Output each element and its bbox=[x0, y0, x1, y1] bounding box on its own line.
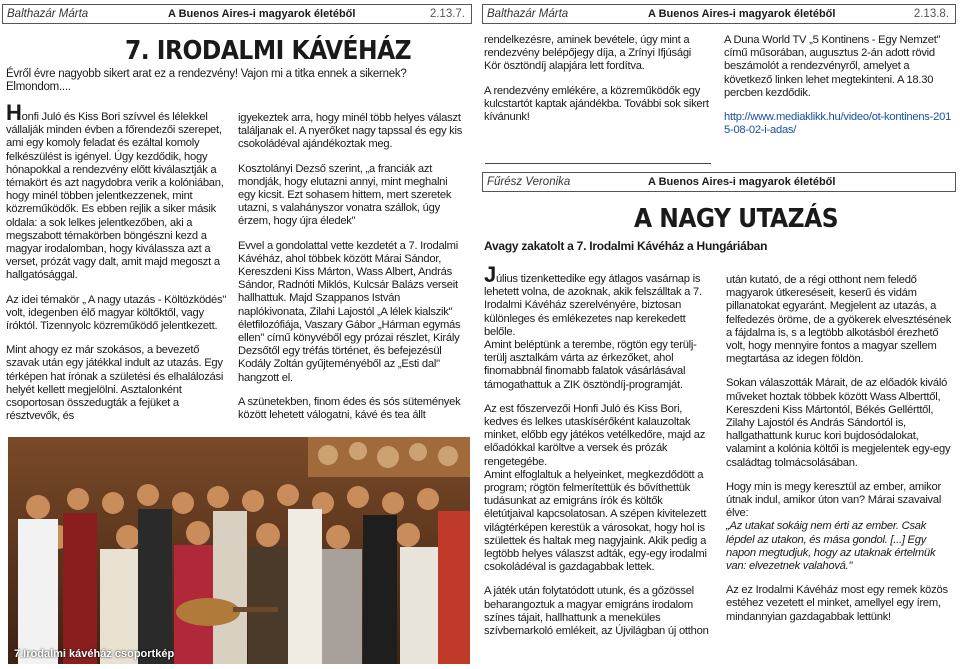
paragraph: A Duna World TV „5 Kontinens - Egy Nemzet" című műsorában, augusztus 2-án adott rövid beszámolót a rendezvényről, amelyet a következő linken lehet megtekinteni. A 18.30 percben kezdődik. bbox=[724, 34, 941, 99]
group-photo-image bbox=[8, 437, 470, 664]
right-page-article bbox=[482, 0, 960, 669]
paragraph: Amint elfoglaltuk a helyeinket, megkezdődött a program; rögtön felmerítettük és bővíthettük tudásunkat az emigráns írók és költők életútjaival kapcsolatosan. A szépen kivitelezett világtérképen kerestük a városokat, hogy hol is születtek és haltak meg nagyjaink. Akik pedig a legtöbb helyes válaszst adták, egy-egy irodalmi csokoládéval is gazdagabbak lettek. bbox=[484, 468, 707, 574]
left-column-2 bbox=[238, 112, 466, 433]
video-link[interactable]: http://www.mediaklikk.hu/video/ot-kontinens-2015-08-02-i-adas/ bbox=[724, 111, 952, 137]
header-author: Balthazár Márta bbox=[7, 8, 89, 20]
paragraph: után kutató, de a régi otthont nem feledő magyarok útkereséseit, keserű és vidám pillanatokat egyaránt. Megjelent az utazás, a felfedezés öröme, de a gyökerek elvesztésének a fájdalma is, s a legtöbb alkotásból érezhető volt, hogy mennyire fontos a magyar szellem megtartása az idegen földön. bbox=[726, 274, 952, 366]
paragraph: Az ez Irodalmi Kávéház most egy remek közös estéhez vezetett el minket, amellyel egy írem, mindannyian gazdagabbak lettünk! bbox=[726, 584, 948, 623]
paragraph: A szünetekben, finom édes és sós sütemények között lehetett válogatni, kávé és tea állt bbox=[238, 395, 461, 422]
paragraph: igyekeztek arra, hogy minél több helyes választ találjanak el. A nyerőket nagy tapssal és egy kis csokoládéval ajándékoztak meg. bbox=[238, 112, 463, 151]
paragraph: Amint beléptünk a terembe, rögtön egy terülj-terülj asztalkám várta az érkezőket, ahol finomabbnál finomabb falatok vásárlásával támogathattuk a ZIK ösztöndíj-programját. bbox=[484, 339, 697, 391]
paragraph: rendelkezésre, aminek bevétele, úgy mint a rendezvény belépőjegy díja, a Zrínyi Ifjúsági Kör ösztöndíj alapjára lett fordítva. bbox=[484, 34, 692, 73]
article-lead: Évről évre nagyobb sikert arat ez a rendezvény! Vajon mi a titka ennek a sikernek? Elmondom.... bbox=[6, 68, 407, 94]
header-title: A Buenos Aires-i magyarok életéből bbox=[168, 8, 356, 20]
paragraph: Mint ahogy ez már szokásos, a bevezető szavak után egy játékkal indult az utazás. Egy térképen hat írónak a születési és elhalálozási helyét kellett megjelölni. Asztalonként csoportosan összedugták a fejüket a résztvevők, és bbox=[6, 344, 224, 423]
paragraph: A rendezvény emlékére, a közreműködők egy kulcstartót kaptak ajándékba. További sok sikert kívánunk! bbox=[484, 84, 709, 124]
paragraph: Sokan válaszották Márait, de az előadók kiváló műveket hoztak többek között Wass Alberttől, Kereszdeni Kiss Mártontól, Békés Gellérttől, Zilahy Lajostól és András Sándortól is, hallgathattunk kuruc kori bujdosódalokat, valamint a kolónia költői is megjelentek egy-egy családtag tolmácsolásában. bbox=[726, 377, 951, 469]
article-author: Fűrész Veronika bbox=[487, 176, 571, 188]
article-title: 7. IRODALMI KÁVÉHÁZ bbox=[125, 36, 412, 66]
header-page-number: 2.13.8. bbox=[913, 8, 949, 20]
article-header-title: A Buenos Aires-i magyarok életéből bbox=[648, 176, 836, 188]
right-column-2 bbox=[726, 274, 954, 635]
drop-cap: H bbox=[6, 100, 22, 125]
paragraph: Evvel a gondolattal vette kezdetét a 7. Irodalmi Kávéház, ahol többek között Márai Sándor, Kereszdeni Kiss Márton, Wass Albert, András Sándor, Radnóti Miklós, Kulcsár Balázs verseit hallhattuk. Majd Szappanos István naplókivonata, Zilahi Lajostól „A lélek kialszik" életfilozófiája, Vaszary Gábor „Hárman egymás ellen" című könyvéből egy prózai részlet, Király Dezsőtől egy tréfás történet, és befejezésül Kodály Zoltán gyűjteményéből az „Esti dal" hangzott el. bbox=[238, 239, 461, 384]
paragraph: A játék után folytatódott utunk, és a gőzössel beharangoztuk a magyar emigráns irodalom színes tájait, hallhattunk a meneküles szívbemarkoló emlékeit, az Újvilágban új otthon bbox=[484, 585, 709, 638]
marai-quote: „Az utakat sokáig nem érti az ember. Csak lépdel az utakon, és mása gondol. [...] Egy napon megtudjuk, hogy az utaknak értelmük van: elvezetnek valahová." bbox=[726, 520, 936, 573]
group-photo bbox=[8, 437, 470, 664]
article-subtitle: Avagy zakatolt a 7. Irodalmi Kávéház a Hungáriában bbox=[484, 239, 768, 253]
photo-caption: 7.Irodalmi kávéház csoportkép bbox=[14, 648, 175, 660]
paragraph: úlius tizenkettedike egy átlagos vasárnap is lehetett volna, de azoknak, akik felszálltak a 7. Irodalmi Kávéház szerelvényére, biztosan különleges és emlékezetes nap kerekedett belőle. bbox=[484, 273, 702, 338]
paragraph: Kosztolányi Dezső szerint, „a franciák azt mondják, hogy elutazni annyi, mint meghalni egy kicsit. Ezt sohasem hittem, mert szeretek utazni, s valahányszor vonatra szállok, úgy érzem, hogy újra éledek" bbox=[238, 162, 452, 228]
paragraph: Az est főszervezői Honfi Juló és Kiss Bori, kedves és lelkes utaskísérőként kalauzoltak minket, előbb egy játékos vetélkedőre, majd az előadókkal karöltve a versek és prózák rengetegébe. bbox=[484, 402, 706, 468]
left-page-header bbox=[2, 4, 472, 24]
header-page-number: 2.13.7. bbox=[429, 8, 465, 20]
right-column-1 bbox=[484, 262, 710, 649]
paragraph: onfi Juló és Kiss Bori szívvel és lélekkel vállalják minden évben a főrendezői szerepet, ami egy komoly feladat és ezáltal komoly felkészülést is igényel. Úgy kezdődik, hogy hónapokkal a rendezvény előtt kiválasztják a témakört és azt nagydobra verik a kolóniában, hogy minél többen jelentkezzenek, mint közreműködők. Es ebben rejlik a siker másik oldala: a sok lelkes jelentkezőben, aki a megszabott témakörben böngészni kezd a magyar irodalomban, hogy kiválassza azt a verset, prózát vagy dalt, amit majd megoszt a hallgatósággal. bbox=[6, 111, 224, 282]
paragraph: Az idei témakör „ A nagy utazás - Költözködés" volt, idegenben élő magyar költőktől, vagy íróktól. Tizennyolc közreműködő jelentkezett. bbox=[6, 293, 227, 333]
drop-cap: J bbox=[484, 262, 496, 287]
header-title: A Buenos Aires-i magyarok életéből bbox=[648, 8, 836, 20]
article-header bbox=[482, 172, 956, 192]
left-column-1 bbox=[6, 100, 228, 434]
left-page bbox=[0, 0, 476, 669]
paragraph: Hogy min is megy keresztül az ember, amikor útnak indul, amikor úton van? Márai szavaival élve: bbox=[726, 480, 942, 520]
header-author: Balthazár Márta bbox=[487, 8, 569, 20]
article-title: A NAGY UTAZÁS bbox=[634, 204, 839, 234]
